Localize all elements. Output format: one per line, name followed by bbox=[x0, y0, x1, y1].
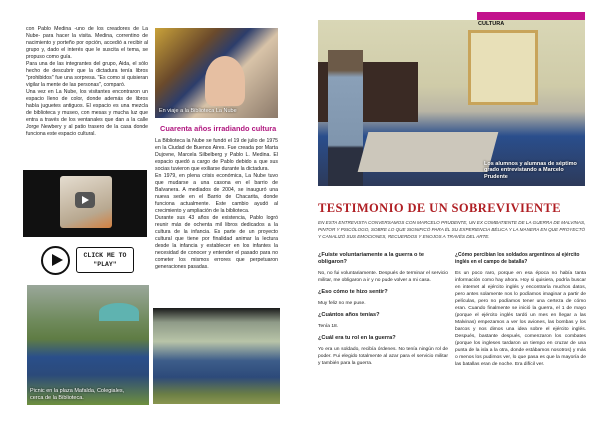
answer: Tenía 18. bbox=[318, 324, 339, 329]
paragraph: Durante sus 43 años de existencia, Pablo logró reunir más de ochenta mil libros dedicados a la cultura de la infancia. Es parte de un proyecto cultural que tiene por finalidad animar la lectura desde la infancia y establecer en los infantes la necesidad de conocer y entender el pasado para no cometer los mismos errores que perpetuaron generaciones pasadas. bbox=[155, 215, 278, 270]
question: ¿Cómo percibían los soldados argentinos al ejército inglés en el campo de batalla? bbox=[455, 252, 580, 265]
section-tag-label: CULTURA bbox=[478, 21, 505, 27]
paragraph: La Biblioteca la Nube se fundó el 19 de julio de 1975 en la Ciudad de Buenos Aires. Fue creada por Marta Dujovne, Marcela Silbelberg y Pablo L. Medina. El espacio quedó a cargo de Pablo debido a que sus socias tuvieron que exiliarse durante la dictadura. bbox=[155, 138, 278, 172]
question: ¿Fuiste voluntariamente a la guerra o te obligaron? bbox=[318, 252, 424, 265]
answer: Es un poco raro, porque en esa época no había tanta información como hay ahora. Hoy si quisiera, podría buscar en internet al ejército inglés y encontraría muchos datos, pero antes solamente nos lo podíamos imaginar a partir de películas, pero no podíamos tener una certeza de cómo eran. Cuando finalmente se inició la guerra, el 1 de mayo (porque el ejército inglés tardó un mes en llegar a las Malvinas) empezamos a ver los aviones, las bombas y los barcos y nos dimos una idea sobre el ejército inglés. Después, bastante después, comenzaron los combates (porque los ingleses tardaron un tiempo en cruzar de una punta de la isla a la otra, donde estábamos nosotros) y más o menos los pudimos ver, lo que pasa es que la mayoría de las batallas eran de noche. Era difícil ver. bbox=[455, 271, 586, 367]
section-heading: Cuarenta años irradiando cultura bbox=[160, 124, 277, 133]
answer: Yo era un soldado, recibía órdenes. No tenía ningún rol de poder. Fui elegido totalmente al azar para el servicio militar y también para la guerra. bbox=[318, 347, 448, 366]
play-icon[interactable] bbox=[75, 192, 95, 208]
photo-park-group bbox=[153, 308, 280, 404]
middle-column-text bbox=[155, 138, 278, 271]
click-me-label: CLICK ME TO "PLAY" bbox=[76, 247, 134, 273]
answer: No, no fui voluntariamente. Después de terminar el servicio militar, me obligaron a ir y no pude volver a mi casa. bbox=[318, 271, 448, 283]
section-tag-cultura bbox=[477, 12, 585, 27]
question: ¿Cuál era tu rol en la guerra? bbox=[318, 335, 396, 341]
photo-caption: Los alumnos y alumnas de séptimo grado entrevistando a Marcelo Prudente bbox=[484, 160, 577, 180]
gazebo bbox=[99, 303, 139, 321]
click-me-play-button[interactable] bbox=[40, 244, 136, 276]
paragraph: con Pablo Medina -uno de los creadores de La Nube- para hacer la visita. Medina, correntino de nacimiento y porteño por opción, accedió a recibir al grupo y, dado el interés que le suscita el tema, se propuso como guía. bbox=[26, 26, 148, 60]
paragraph: Para una de las integrantes del grupo, Aida, el sólo hecho de descubrir que la dictadura tenía libros "prohibidos" fue una sorpresa. "Es como si quisieran vigilar la mente de las personas", comparó. bbox=[26, 61, 148, 88]
paragraph: En 1979, en plena crisis económica, La Nube tuvo que mudarse a una casona en el barrio de Balvanera. A mediados de 2004, se inauguró una nueva sede en el Barrio de Chacarita, donde funciona actualmente. Este cambio ayudó al crecimiento y ampliación de la biblioteca. bbox=[155, 173, 278, 214]
question: ¿Eso cómo te hizo sentir? bbox=[318, 289, 388, 295]
window bbox=[468, 30, 538, 105]
paragraph: Una vez en La Nube, los visitantes encontraron un espacio lleno de color, donde además de libros había juguetes antiguos. El espacio es una mezcla de biblioteca y museo, con mesas y mucha luz que entra a través de los ventanales que dan a la calle Jorge Newbery y al patio trasero de la casa donde funciona este espacio cultural. bbox=[26, 89, 148, 137]
table bbox=[358, 132, 499, 172]
article-intro: EN ESTA ENTREVISTA CONVERSAMOS CON MARCELO PRUDENTE, UN EX COMBATIENTE DE LA GUERRA DE MALVINAS, PINTOR Y PSICÓLOGO, SOBRE LO QUE SIGNIFICÓ PARA ÉL SU EXPERIENCIA BÉLICA Y LA MANERA EN QUE PROYECTÓ Y CANALIZÓ SUS EMOCIONES, RECUERDOS Y ENOJOS A TRAVÉS DEL ARTE. bbox=[318, 220, 586, 239]
photo-classroom-interview bbox=[318, 20, 585, 186]
teacher-figure bbox=[328, 50, 363, 186]
video-player[interactable] bbox=[23, 170, 147, 237]
play-circle-icon bbox=[41, 246, 70, 275]
photo-picnic bbox=[27, 285, 149, 405]
photo-caption: En viaje a la Biblioteca La Nube bbox=[159, 107, 237, 114]
left-column-text bbox=[26, 26, 148, 138]
photo-bus-trip bbox=[155, 28, 278, 118]
photo-caption: Picnic en la plaza Mafalda, Colegiales, cerca de la Biblioteca. bbox=[30, 388, 125, 401]
qa-column-right bbox=[455, 247, 586, 368]
girl-figure bbox=[205, 56, 245, 106]
question: ¿Cuántos años tenías? bbox=[318, 312, 380, 318]
answer: Muy feliz no me puse. bbox=[318, 301, 366, 306]
article-title: TESTIMONIO DE UN SOBREVIVIENTE bbox=[318, 201, 561, 215]
qa-column-left bbox=[318, 247, 448, 367]
